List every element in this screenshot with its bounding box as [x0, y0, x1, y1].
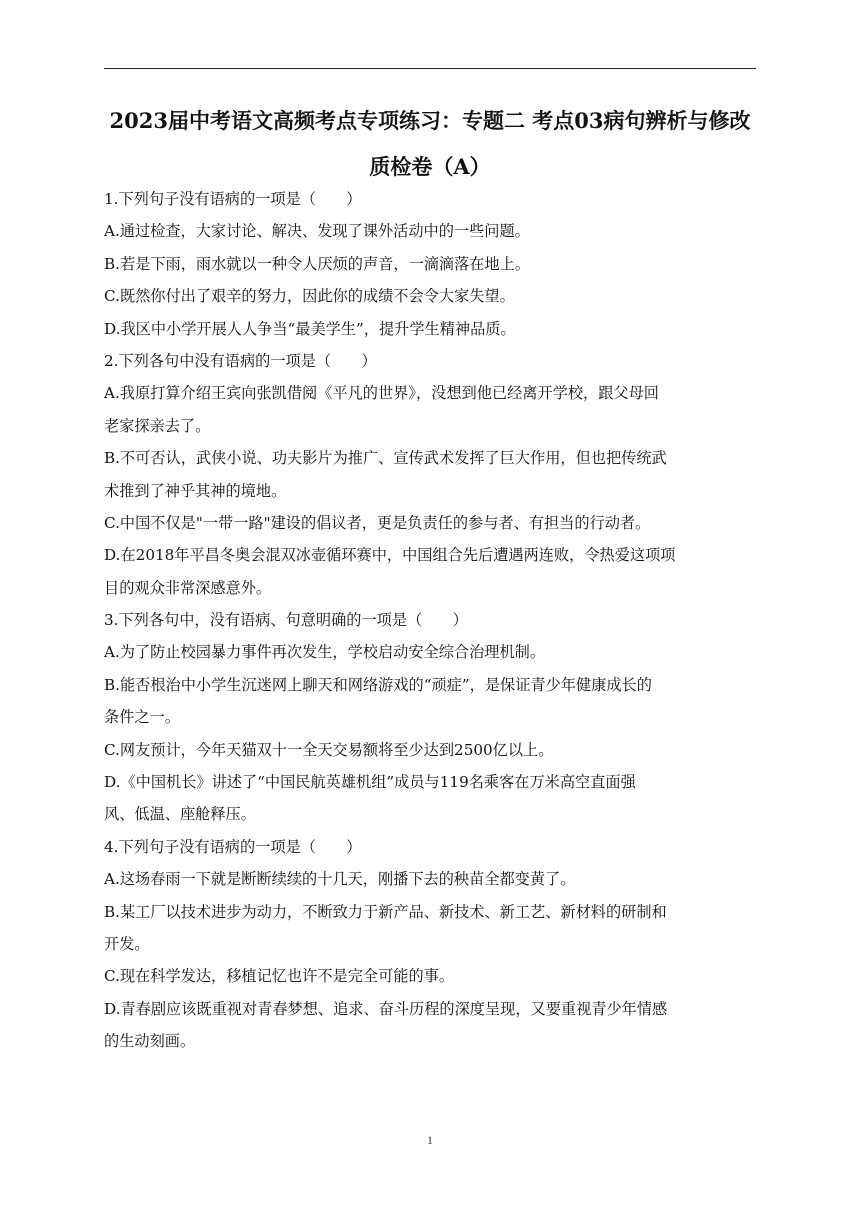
answer-option-continued: 目的观众非常深感意外。: [104, 578, 272, 597]
answer-option: B.能否根治中小学生沉迷网上聊天和网络游戏的“顽症”，是保证青少年健康成长的: [104, 675, 652, 694]
answer-option: B.某工厂以技术进步为动力，不断致力于新产品、新技术、新工艺、新材料的研制和: [104, 902, 667, 921]
answer-option: A.为了防止校园暴力事件再次发生，学校启动安全综合治理机制。: [104, 643, 546, 662]
question-stem: 3.下列各句中，没有语病、句意明确的一项是（ ）: [104, 611, 468, 630]
answer-option: D.在2018年平昌冬奥会混双冰壶循环赛中，中国组合先后遭遇两连败，令热爱这项项: [104, 546, 676, 565]
question-stem: 4.下列句子没有语病的一项是（ ）: [104, 837, 362, 856]
title-line: 质检卷（A）: [369, 154, 491, 179]
answer-option-continued: 开发。: [104, 934, 150, 953]
answer-option-continued: 老家探亲去了。: [104, 416, 211, 435]
header-rule: [104, 68, 756, 69]
answer-option-continued: 的生动刻画。: [104, 1032, 196, 1051]
answer-option: C.既然你付出了艰辛的努力，因此你的成绩不会令大家失望。: [104, 287, 515, 306]
page-number: 1: [427, 1133, 433, 1147]
answer-option-continued: 风、低温、座舱释压。: [104, 805, 256, 824]
answer-option: A.我原打算介绍王宾向张凯借阅《平凡的世界》，没想到他已经离开学校，跟父母回: [104, 384, 659, 403]
answer-option: C.中国不仅是"一带一路"建设的倡议者，更是负责任的参与者、有担当的行动者。: [104, 513, 651, 532]
answer-option: D.青春剧应该既重视对青春梦想、追求、奋斗历程的深度呈现，又要重视青少年情感: [104, 999, 668, 1018]
answer-option: D.《中国机长》讲述了“中国民航英雄机组”成员与119名乘客在万米高空直面强: [104, 773, 636, 792]
question-list: [104, 183, 756, 1058]
answer-option: B.不可否认，武侠小说、功夫影片为推广、宣传武术发挥了巨大作用，但也把传统武: [104, 449, 667, 468]
document-title: [96, 98, 764, 190]
question-stem: 2.下列各句中没有语病的一项是（ ）: [104, 351, 377, 370]
question-stem: 1.下列句子没有语病的一项是（ ）: [104, 190, 362, 208]
answer-option: C.网友预计，今年天猫双十一全天交易额将至少达到2500亿以上。: [104, 740, 554, 759]
title-line: 2023届中考语文高频考点专项练习：专题二 考点03病句辨析与修改: [109, 108, 751, 133]
answer-option: A.这场春雨一下就是断断续续的十几天，刚播下去的秧苗全都变黄了。: [104, 870, 576, 889]
answer-option: A.通过检查，大家讨论、解决、发现了课外活动中的一些问题。: [104, 222, 530, 241]
answer-option: B.若是下雨，雨水就以一种令人厌烦的声音，一滴滴落在地上。: [104, 254, 531, 273]
answer-option-continued: 术推到了神乎其神的境地。: [104, 481, 287, 500]
answer-option-continued: 条件之一。: [104, 708, 180, 727]
answer-option: D.我区中小学开展人人争当“最美学生”，提升学生精神品质。: [104, 319, 516, 338]
answer-option: C.现在科学发达，移植记忆也许不是完全可能的事。: [104, 967, 455, 986]
